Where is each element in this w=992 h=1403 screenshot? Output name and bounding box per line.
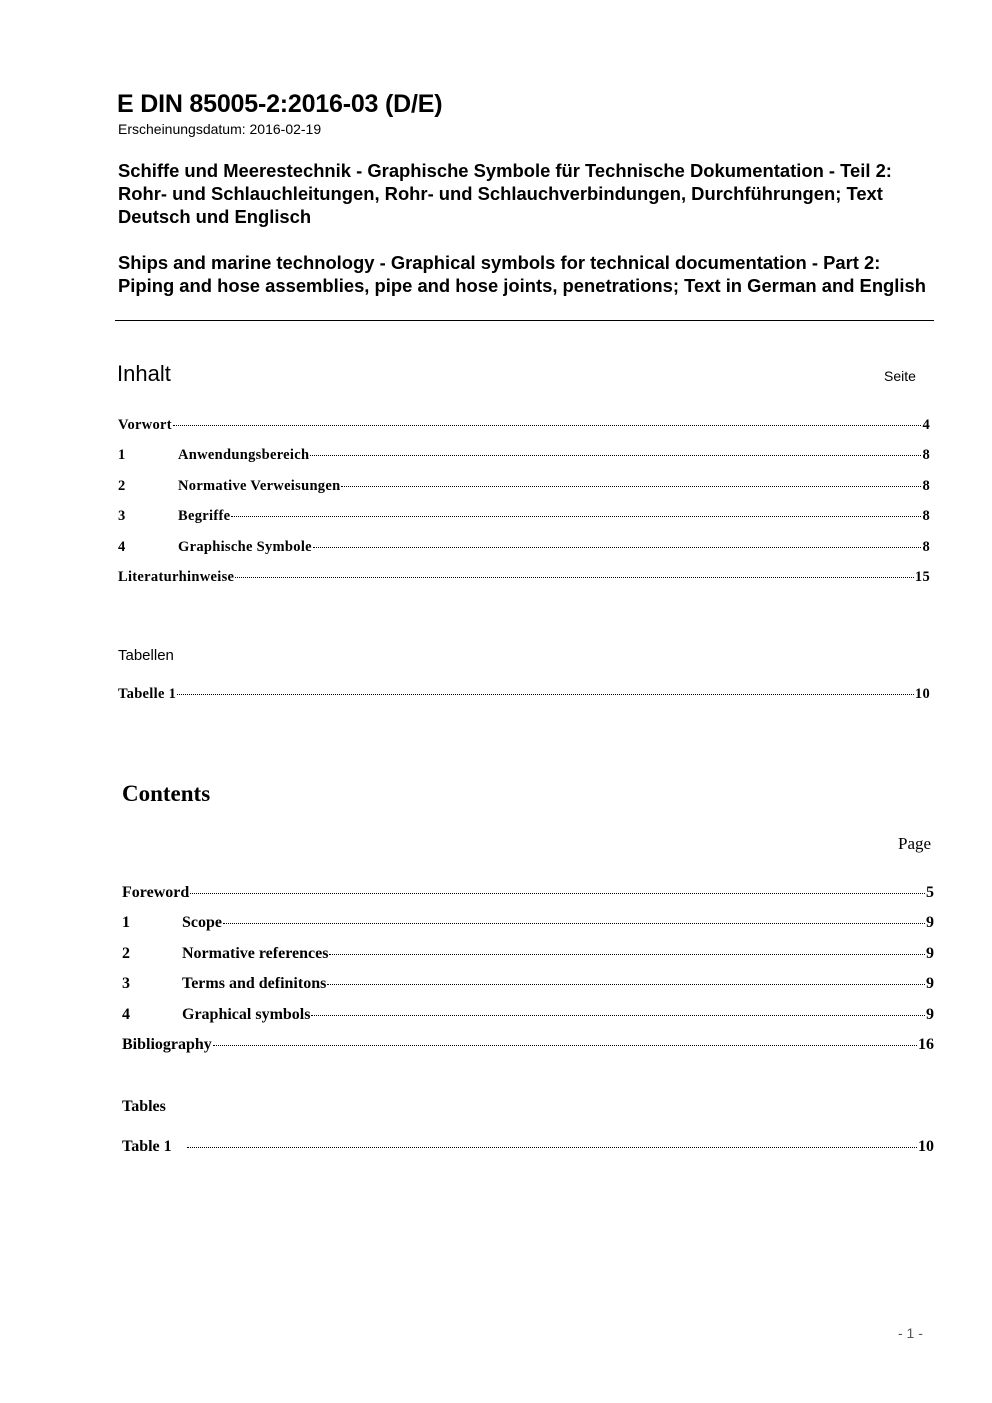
toc-entry-terms-and-definitons[interactable] [122, 975, 934, 995]
toc-leader-dots [310, 455, 921, 456]
toc-entry-page: 4 [922, 417, 930, 433]
title-english: Ships and marine technology - Graphical symbols for technical documentation - Part 2: Piping and hose assemblies, pipe and hose joints, penetrations; Text in German and English [118, 252, 926, 296]
publication-date: Erscheinungsdatum: 2016-02-19 [118, 121, 322, 137]
toc-entry-page: 9 [926, 1006, 934, 1023]
toc-entry-title: Normative references [182, 945, 329, 962]
tables-heading-german: Tabellen [118, 647, 174, 664]
toc-leader-dots [327, 984, 925, 985]
toc-entry-page: 16 [918, 1036, 934, 1053]
toc-leader-dots [235, 577, 914, 578]
toc-entry-graphical-symbols[interactable] [122, 1006, 934, 1026]
toc-entry-page: 10 [914, 686, 930, 702]
toc-entry-page: 10 [918, 1138, 934, 1155]
toc-entry-number: 3 [122, 975, 130, 992]
toc-entry-title: Terms and definitons [182, 975, 327, 992]
toc-entry-page: 8 [922, 539, 930, 555]
toc-entry-tabelle-1[interactable] [118, 686, 930, 706]
toc-entry-title: Tabelle 1 [118, 686, 177, 702]
toc-leader-dots [329, 954, 925, 955]
toc-leader-dots [190, 893, 925, 894]
toc-entry-title: Graphical symbols [182, 1006, 311, 1023]
document-title: E DIN 85005-2:2016-03 (D/E) [117, 90, 443, 118]
toc-entry-number: 3 [118, 508, 126, 524]
toc-leader-dots [223, 923, 925, 924]
toc-leader-dots [213, 1045, 917, 1046]
toc-entry-page: 8 [922, 508, 930, 524]
toc-entry-literaturhinweise[interactable] [118, 569, 930, 589]
toc-leader-dots [341, 486, 921, 487]
toc-heading-german: Inhalt [117, 361, 171, 386]
toc-entry-title: Scope [182, 914, 222, 931]
toc-leader-dots [173, 425, 922, 426]
title-german: Schiffe und Meerestechnik - Graphische Symbole für Technische Dokumentation - Teil 2: Rohr- und Schlauchleitungen, Rohr- und Schlauchverbindungen, Durchführungen; Text Deutsch und Englisch [118, 160, 892, 227]
toc-entry-title: Anwendungsbereich [178, 447, 310, 463]
toc-entry-title: Begriffe [178, 508, 231, 524]
toc-entry-number: 1 [122, 914, 130, 931]
toc-entry-title: Foreword [122, 884, 190, 901]
toc-entry-page: 5 [926, 884, 934, 901]
toc-entry-title: Graphische Symbole [178, 539, 312, 555]
toc-entry-page: 9 [926, 914, 934, 931]
toc-heading-english: Contents [122, 781, 211, 806]
toc-entry-title: Normative Verweisungen [178, 478, 341, 494]
toc-leader-dots [311, 1015, 925, 1016]
toc-entry-title: Vorwort [118, 417, 172, 433]
toc-entry-title: Bibliography [122, 1036, 212, 1053]
toc-entry-page: 8 [922, 447, 930, 463]
toc-entry-foreword[interactable] [122, 884, 934, 904]
page-column-label-english: Page [898, 834, 932, 853]
toc-entry-number: 2 [122, 945, 130, 962]
toc-entry-bibliography[interactable] [122, 1036, 934, 1056]
toc-entry-anwendungsbereich[interactable] [118, 447, 930, 467]
toc-leader-dots [177, 694, 914, 695]
page-number: - 1 - [898, 1325, 923, 1341]
toc-entry-page: 9 [926, 975, 934, 992]
toc-entry-number: 1 [118, 447, 126, 463]
toc-entry-normative-verweisungen[interactable] [118, 478, 930, 498]
toc-entry-page: 8 [922, 478, 930, 494]
header-divider [115, 320, 934, 321]
toc-entry-number: 4 [118, 539, 126, 555]
toc-entry-number: 2 [118, 478, 126, 494]
toc-entry-page: 9 [926, 945, 934, 962]
toc-entry-number: 4 [122, 1006, 130, 1023]
toc-entry-title: Table 1 [122, 1138, 172, 1155]
toc-entry-table-1[interactable] [122, 1138, 934, 1158]
toc-entry-title: Literaturhinweise [118, 569, 235, 585]
toc-leader-dots [187, 1147, 917, 1148]
toc-entry-page: 15 [914, 569, 930, 585]
toc-entry-normative-references[interactable] [122, 945, 934, 965]
toc-leader-dots [231, 516, 921, 517]
page-column-label-german: Seite [884, 368, 916, 384]
toc-entry-graphische-symbole[interactable] [118, 539, 930, 559]
toc-entry-vorwort[interactable] [118, 417, 930, 437]
tables-heading-english: Tables [122, 1098, 166, 1115]
toc-entry-scope[interactable] [122, 914, 934, 934]
toc-entry-begriffe[interactable] [118, 508, 930, 528]
toc-leader-dots [313, 547, 922, 548]
